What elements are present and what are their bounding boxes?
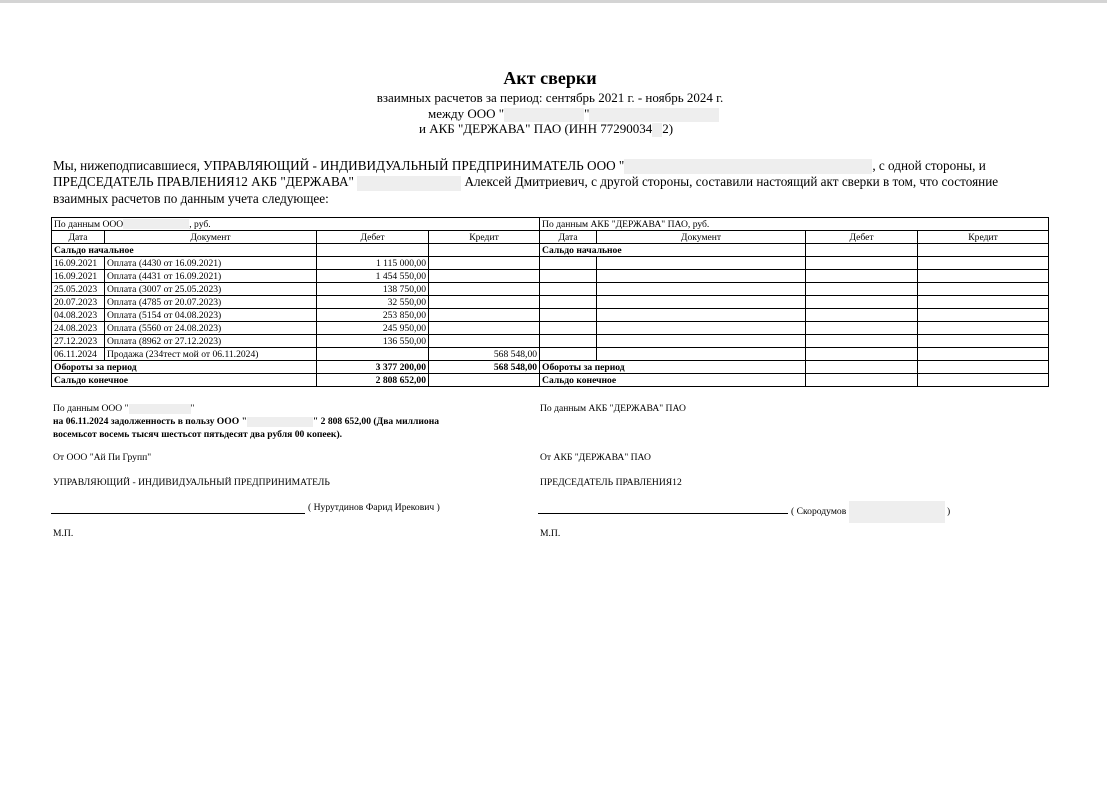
col-document-left: Документ bbox=[105, 231, 317, 244]
row-document: Оплата (4431 от 16.09.2021) bbox=[105, 270, 317, 283]
row-date: 16.09.2021 bbox=[52, 257, 105, 270]
redacted-block bbox=[504, 108, 584, 122]
table-row bbox=[52, 335, 1049, 348]
table-row bbox=[52, 296, 1049, 309]
empty-cell bbox=[540, 296, 597, 309]
position-left: УПРАВЛЯЮЩИЙ - ИНДИВИДУАЛЬНЫЙ ПРЕДПРИНИМАТЕЛЬ bbox=[53, 477, 330, 488]
empty-cell bbox=[918, 335, 1049, 348]
row-credit bbox=[429, 335, 540, 348]
row-credit bbox=[429, 257, 540, 270]
turnover-credit: 568 548,00 bbox=[429, 361, 540, 374]
from-left: От ООО "Ай Пи Групп" bbox=[53, 452, 152, 463]
period-line: взаимных расчетов за период: сентябрь 2021 г. - ноябрь 2024 г. bbox=[376, 90, 724, 105]
empty-cell bbox=[540, 257, 597, 270]
empty-cell bbox=[806, 309, 918, 322]
opening-label-left: Сальдо начальное bbox=[52, 244, 317, 257]
right-party-header: По данным АКБ "ДЕРЖАВА" ПАО, руб. bbox=[540, 218, 1049, 231]
document-title: Акт сверки bbox=[503, 68, 597, 88]
table-row bbox=[52, 309, 1049, 322]
turnover-row bbox=[52, 361, 1049, 374]
empty-cell bbox=[806, 283, 918, 296]
signer-left: ( Нурутдинов Фарид Ирекович ) bbox=[308, 502, 440, 513]
row-document: Оплата (5154 от 04.08.2023) bbox=[105, 309, 317, 322]
row-date: 04.08.2023 bbox=[52, 309, 105, 322]
row-credit bbox=[429, 309, 540, 322]
row-debit: 138 750,00 bbox=[317, 283, 429, 296]
redacted-block bbox=[129, 404, 191, 414]
right-by-data: По данным АКБ "ДЕРЖАВА" ПАО bbox=[540, 403, 686, 414]
redacted-block bbox=[849, 501, 945, 523]
counterparty-text-a: и АКБ "ДЕРЖАВА" ПАО (ИНН 77290034 bbox=[419, 121, 653, 136]
table-row bbox=[52, 322, 1049, 335]
left-party-header: По данным ООО , руб. bbox=[52, 218, 540, 231]
row-debit bbox=[317, 348, 429, 361]
closing-balance-row bbox=[52, 374, 1049, 387]
col-debit-left: Дебет bbox=[317, 231, 429, 244]
intro-part4: Алексей Дмитриевич, с другой стороны, составили настоящий акт сверки в том, что состояние взаимных расчетов по данным учета следующее: bbox=[53, 174, 999, 206]
empty-cell bbox=[597, 322, 806, 335]
col-credit-left: Кредит bbox=[429, 231, 540, 244]
table-row bbox=[52, 283, 1049, 296]
intro-paragraph bbox=[53, 158, 1053, 207]
col-date-right: Дата bbox=[540, 231, 597, 244]
intro-part1: Мы, нижеподписавшиеся, УПРАВЛЯЮЩИЙ - ИНДИВИДУАЛЬНЫЙ ПРЕДПРИНИМАТЕЛЬ ООО " bbox=[53, 158, 625, 173]
position-right: ПРЕДСЕДАТЕЛЬ ПРАВЛЕНИЯ12 bbox=[540, 477, 682, 488]
row-date: 20.07.2023 bbox=[52, 296, 105, 309]
row-document: Оплата (5560 от 24.08.2023) bbox=[105, 322, 317, 335]
closing-debit: 2 808 652,00 bbox=[317, 374, 429, 387]
row-date: 27.12.2023 bbox=[52, 335, 105, 348]
empty-cell bbox=[918, 348, 1049, 361]
empty-cell bbox=[918, 296, 1049, 309]
row-debit: 1 115 000,00 bbox=[317, 257, 429, 270]
empty-cell bbox=[597, 309, 806, 322]
column-header-row bbox=[52, 231, 1049, 244]
row-date: 24.08.2023 bbox=[52, 322, 105, 335]
row-document: Оплата (8962 от 27.12.2023) bbox=[105, 335, 317, 348]
empty-cell bbox=[597, 283, 806, 296]
empty-cell bbox=[918, 270, 1049, 283]
turnover-debit: 3 377 200,00 bbox=[317, 361, 429, 374]
empty-cell bbox=[918, 322, 1049, 335]
counterparty-line bbox=[419, 121, 673, 137]
redacted-block bbox=[652, 123, 662, 137]
opening-label-right: Сальдо начальное bbox=[540, 244, 806, 257]
table-row bbox=[52, 257, 1049, 270]
empty-cell bbox=[918, 257, 1049, 270]
table-header-row bbox=[52, 218, 1049, 231]
row-document: Продажа (234тест мой от 06.11.2024) bbox=[105, 348, 317, 361]
empty-cell bbox=[540, 309, 597, 322]
empty-cell bbox=[806, 322, 918, 335]
counterparty-text-b: 2) bbox=[662, 121, 674, 136]
row-date: 16.09.2021 bbox=[52, 270, 105, 283]
debt-statement-line2: восемьсот восемь тысяч шестьсот пятьдесят два рубля 00 копеек). bbox=[53, 429, 343, 440]
redacted-block bbox=[357, 176, 461, 191]
table-row bbox=[52, 270, 1049, 283]
turnover-label-right: Обороты за период bbox=[540, 361, 806, 374]
closing-label-left: Сальдо конечное bbox=[52, 374, 317, 387]
stamp-right: М.П. bbox=[540, 528, 561, 539]
row-document: Оплата (3007 от 25.05.2023) bbox=[105, 283, 317, 296]
between-line bbox=[428, 106, 719, 122]
empty-cell bbox=[806, 335, 918, 348]
intro-part2: , с одной стороны, и bbox=[872, 158, 986, 173]
signature-line-left bbox=[51, 513, 305, 514]
turnover-label-left: Обороты за период bbox=[52, 361, 317, 374]
empty-cell bbox=[806, 270, 918, 283]
row-debit: 245 950,00 bbox=[317, 322, 429, 335]
between-mid: " bbox=[584, 106, 590, 121]
between-prefix: между ООО " bbox=[428, 106, 505, 121]
col-credit-right: Кредит bbox=[918, 231, 1049, 244]
empty-cell bbox=[597, 296, 806, 309]
row-debit: 32 550,00 bbox=[317, 296, 429, 309]
reconciliation-table bbox=[51, 217, 1049, 387]
opening-balance-row bbox=[52, 244, 1049, 257]
empty-cell bbox=[540, 270, 597, 283]
row-debit: 253 850,00 bbox=[317, 309, 429, 322]
row-credit: 568 548,00 bbox=[429, 348, 540, 361]
row-debit: 136 550,00 bbox=[317, 335, 429, 348]
redacted-block bbox=[589, 108, 719, 122]
empty-cell bbox=[806, 257, 918, 270]
row-debit: 1 454 550,00 bbox=[317, 270, 429, 283]
row-credit bbox=[429, 296, 540, 309]
empty-cell bbox=[806, 348, 918, 361]
empty-cell bbox=[918, 283, 1049, 296]
table-row bbox=[52, 348, 1049, 361]
left-by-data: По данным ООО " " bbox=[53, 403, 195, 414]
col-document-right: Документ bbox=[597, 231, 806, 244]
empty-cell bbox=[918, 309, 1049, 322]
empty-cell bbox=[540, 283, 597, 296]
empty-cell bbox=[597, 257, 806, 270]
redacted-block bbox=[247, 417, 313, 427]
col-date-left: Дата bbox=[52, 231, 105, 244]
row-date: 06.11.2024 bbox=[52, 348, 105, 361]
empty-cell bbox=[540, 348, 597, 361]
col-debit-right: Дебет bbox=[806, 231, 918, 244]
empty-cell bbox=[806, 296, 918, 309]
redacted-block bbox=[624, 159, 872, 174]
redacted-block bbox=[123, 219, 189, 229]
stamp-left: М.П. bbox=[53, 528, 74, 539]
signature-line-right bbox=[538, 513, 788, 514]
empty-cell bbox=[597, 270, 806, 283]
row-credit bbox=[429, 283, 540, 296]
closing-label-right: Сальдо конечное bbox=[540, 374, 806, 387]
from-right: От АКБ "ДЕРЖАВА" ПАО bbox=[540, 452, 651, 463]
empty-cell bbox=[540, 322, 597, 335]
signer-right: ( Скородумов ) bbox=[791, 501, 950, 523]
empty-cell bbox=[597, 335, 806, 348]
row-date: 25.05.2023 bbox=[52, 283, 105, 296]
empty-cell bbox=[540, 335, 597, 348]
debt-statement-line1: на 06.11.2024 задолженность в пользу ООО " " 2 808 652,00 (Два миллиона bbox=[53, 416, 440, 427]
row-document: Оплата (4430 от 16.09.2021) bbox=[105, 257, 317, 270]
row-credit bbox=[429, 322, 540, 335]
row-credit bbox=[429, 270, 540, 283]
row-document: Оплата (4785 от 20.07.2023) bbox=[105, 296, 317, 309]
empty-cell bbox=[597, 348, 806, 361]
intro-part3: ПРЕДСЕДАТЕЛЬ ПРАВЛЕНИЯ12 АКБ "ДЕРЖАВА" bbox=[53, 174, 358, 190]
top-border bbox=[0, 0, 1107, 3]
